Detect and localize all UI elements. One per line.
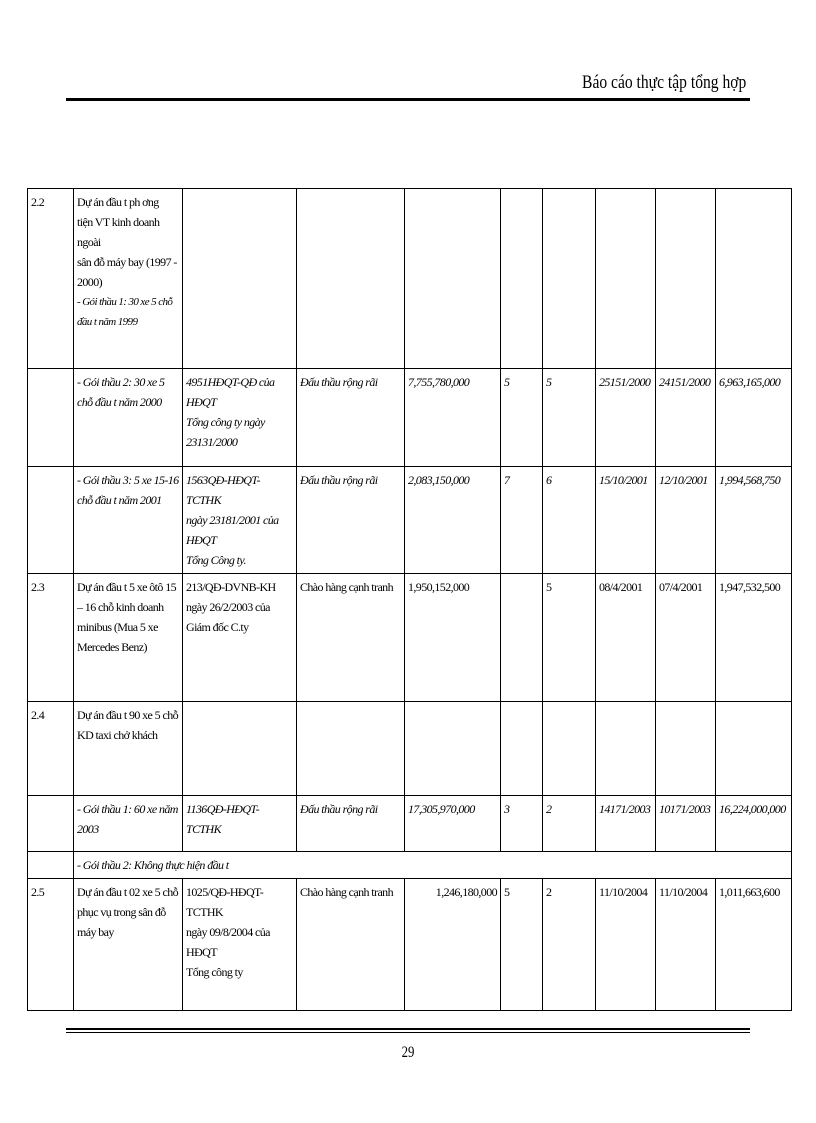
row-number: 2.3 <box>28 574 74 702</box>
date-2: 07/4/2001 <box>656 574 716 702</box>
table-row <box>28 879 792 1011</box>
decision-cell: 213/QĐ-DVNB-KH ngày 26/2/2003 của Giám đốc C.ty <box>183 574 297 702</box>
package-label: - Gói thầu 2: Không thực hiện đầu t <box>74 852 792 879</box>
decision-cell: 1025/QĐ-HĐQT-TCTHK ngày 09/8/2004 của HĐQT Tổng công ty <box>183 879 297 1011</box>
project-cell: Dự án đầu t 5 xe ôtô 15 – 16 chỗ kinh doanh minibus (Mua 5 xe Mercedes Benz) <box>74 574 183 702</box>
project-cell: Dự án đầu t 90 xe 5 chỗ KD taxi chở khách <box>74 702 183 796</box>
date-1: 08/4/2001 <box>596 574 656 702</box>
bid-value: 1,950,152,000 <box>405 574 501 702</box>
table-row <box>28 702 792 796</box>
project-cell: Dự án đầu t 02 xe 5 chỗ phục vụ trong sân đỗ máy bay <box>74 879 183 1011</box>
table-row <box>28 369 792 467</box>
package-label: - Gói thầu 1: 60 xe năm 2003 <box>74 796 183 852</box>
bid-value: 7,755,780,000 <box>405 369 501 467</box>
bid-form: Đấu thầu rộng rãi <box>297 369 405 467</box>
count-2: 2 <box>543 796 596 852</box>
decision-cell: 1136QĐ-HĐQT-TCTHK <box>183 796 297 852</box>
package-label: - Gói thầu 1: 30 xe 5 chỗ đầu t năm 1999 <box>77 296 173 328</box>
page-number: 29 <box>401 1044 415 1061</box>
footer-rule <box>66 1028 750 1030</box>
contract-amount: 1,011,663,600 <box>716 879 792 1011</box>
header-title: Báo cáo thực tập tổng hợp <box>581 72 746 93</box>
date-2: 10171/2003 <box>656 796 716 852</box>
package-label: - Gói thầu 2: 30 xe 5 chỗ đầu t năm 2000 <box>74 369 183 467</box>
contract-amount: 1,994,568,750 <box>716 467 792 574</box>
date-2: 11/10/2004 <box>656 879 716 1011</box>
count-2: 5 <box>543 369 596 467</box>
row-number: 2.5 <box>28 879 74 1011</box>
table-row <box>28 852 792 879</box>
bid-form: Đấu thầu rộng rãi <box>297 467 405 574</box>
count-2: 6 <box>543 467 596 574</box>
bid-value: 2,083,150,000 <box>405 467 501 574</box>
table-row <box>28 467 792 574</box>
bid-value: 1,246,180,000 <box>405 879 501 1011</box>
count-2: 2 <box>543 879 596 1011</box>
header-rule <box>66 98 750 101</box>
decision-cell: 1563QĐ-HĐQT-TCTHK ngày 23181/2001 của HĐQT Tổng Công ty. <box>183 467 297 574</box>
contract-amount: 16,224,000,000 <box>716 796 792 852</box>
contract-amount: 1,947,532,500 <box>716 574 792 702</box>
count-1: 5 <box>501 369 543 467</box>
procurement-table <box>27 188 792 1011</box>
date-1: 14171/2003 <box>596 796 656 852</box>
date-1: 15/10/2001 <box>596 467 656 574</box>
project-cell: Dự án đầu t ph ơng tiện VT kinh doanh ngoài sân đỗ máy bay (1997 - 2000) - Gói thầu 1: 30 xe 5 chỗ đầu t năm 1999 <box>74 189 183 369</box>
count-2: 5 <box>543 574 596 702</box>
bid-form: Chào hàng cạnh tranh <box>297 879 405 1011</box>
contract-amount: 6,963,165,000 <box>716 369 792 467</box>
date-1: 25151/2000 <box>596 369 656 467</box>
table-row <box>28 796 792 852</box>
count-1: 7 <box>501 467 543 574</box>
date-2: 24151/2000 <box>656 369 716 467</box>
table-row <box>28 189 792 369</box>
count-1: 5 <box>501 879 543 1011</box>
date-1: 11/10/2004 <box>596 879 656 1011</box>
bid-value: 17,305,970,000 <box>405 796 501 852</box>
count-1 <box>501 574 543 702</box>
bid-form: Đấu thầu rộng rãi <box>297 796 405 852</box>
row-number: 2.2 <box>28 189 74 369</box>
footer-rule <box>66 1032 750 1033</box>
count-1: 3 <box>501 796 543 852</box>
date-2: 12/10/2001 <box>656 467 716 574</box>
package-label: - Gói thầu 3: 5 xe 15-16 chỗ đầu t năm 2001 <box>74 467 183 574</box>
decision-cell: 4951HĐQT-QĐ của HĐQT Tổng công ty ngày 23131/2000 <box>183 369 297 467</box>
table-row <box>28 574 792 702</box>
row-number: 2.4 <box>28 702 74 796</box>
bid-form: Chào hàng cạnh tranh <box>297 574 405 702</box>
